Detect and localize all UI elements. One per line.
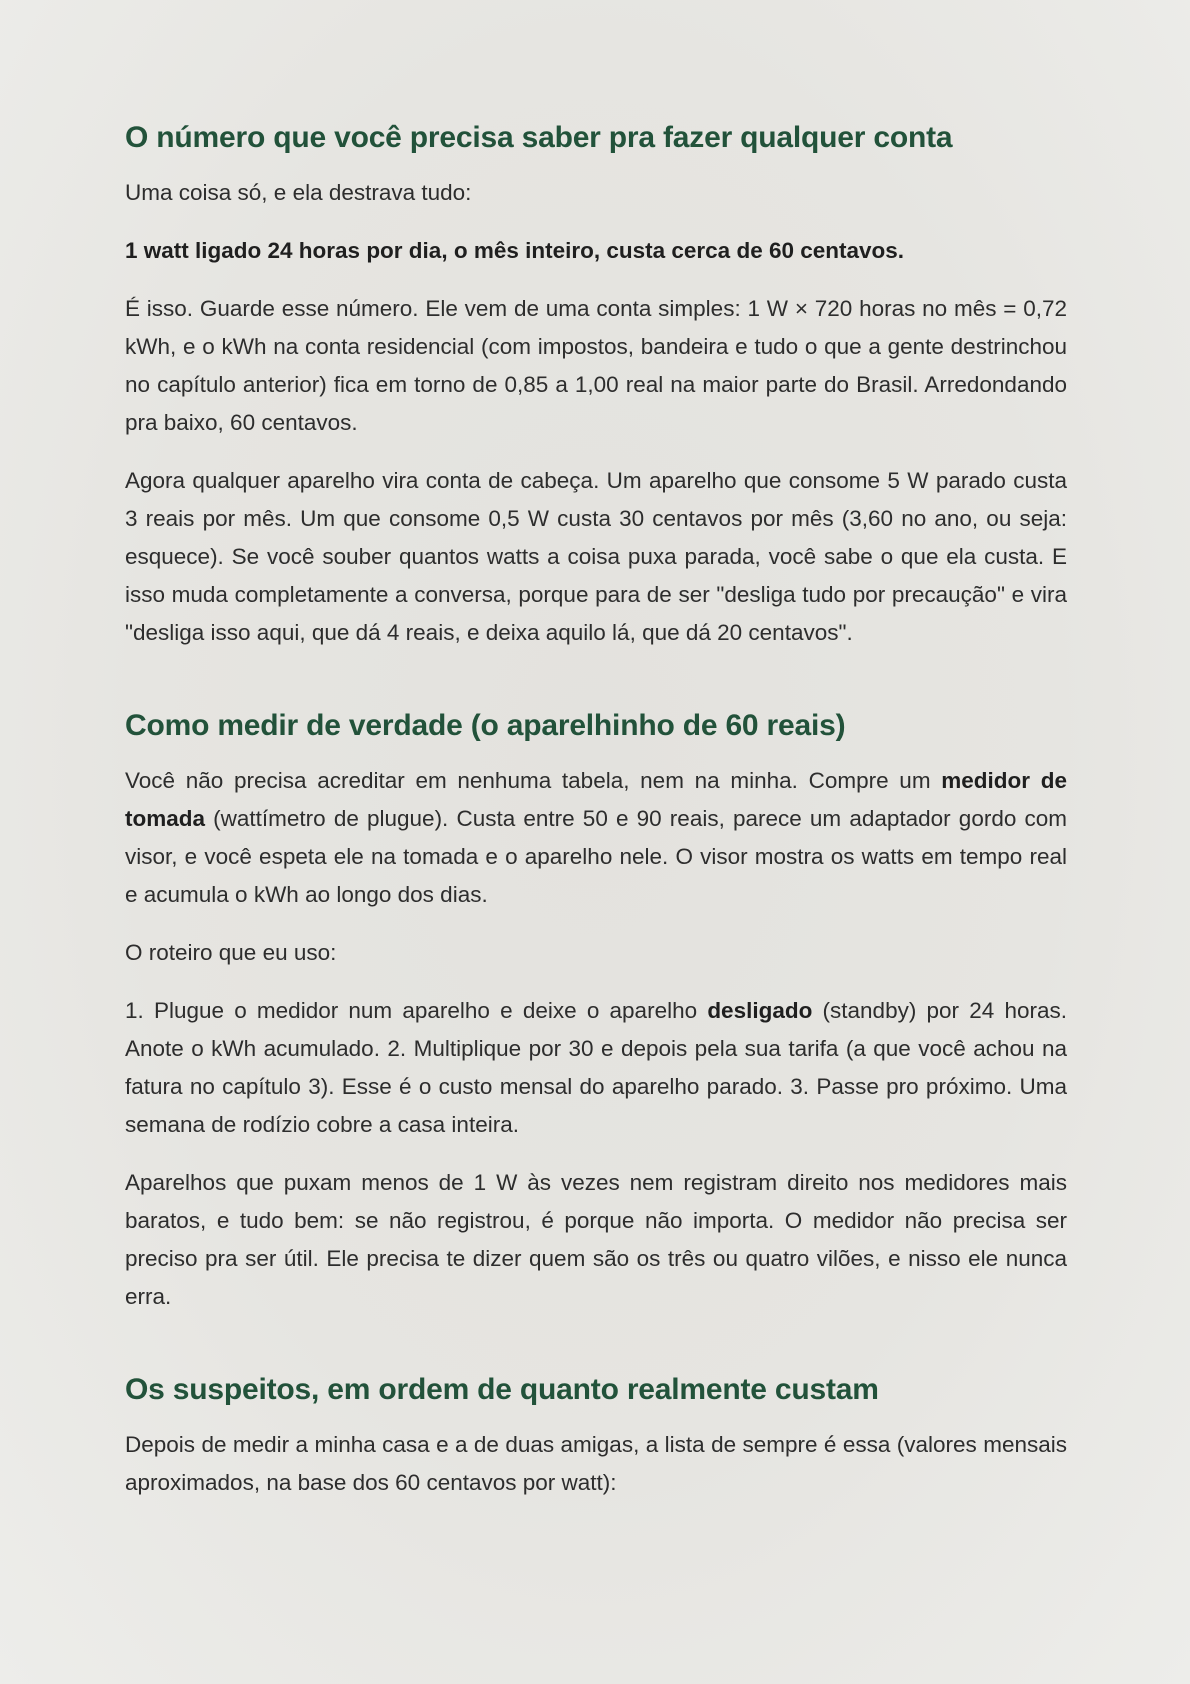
paragraph-examples: Agora qualquer aparelho vira conta de cabeça. Um aparelho que consome 5 W parado custa 3 reais por mês. Um que consome 0,5 W custa 30 centavos por mês (3,60 no ano, ou seja: esquece). Se você souber quantos watts a coisa puxa parada, você sabe o que ela custa. E isso muda completamente a conversa, porque para de ser "desliga tudo por precaução" e vira "desliga isso aqui, que dá 4 reais, e deixa aquilo lá, que dá 20 centavos". bbox=[125, 468, 1067, 645]
key-fact-bold: 1 watt ligado 24 horas por dia, o mês inteiro, custa cerca de 60 centavos. bbox=[125, 238, 905, 263]
steps-text-a: 1. Plugue o medidor num aparelho e deixe o aparelho bbox=[125, 998, 708, 1023]
paragraph-explanation: É isso. Guarde esse número. Ele vem de uma conta simples: 1 W × 720 horas no mês = 0,72 kWh, e o kWh na conta residencial (com impostos, bandeira e tudo o que a gente destrinchou no capítulo anterior) fica em torno de 0,85 a 1,00 real na maior parte do Brasil. Arredondando pra baixo, 60 centavos. bbox=[125, 296, 1067, 435]
meter-text-b: (wattímetro de plugue). Custa entre 50 e 90 reais, parece um adaptador gordo com visor, e você espeta ele na tomada e o aparelho nele. O visor mostra os watts em tempo real e acumula o kWh ao longo dos dias. bbox=[125, 806, 1067, 907]
paragraph-intro: Uma coisa só, e ela destrava tudo: bbox=[125, 180, 472, 205]
paragraph-suspects-intro: Depois de medir a minha casa e a de duas amigas, a lista de sempre é essa (valores mensais aproximados, na base dos 60 centavos por watt): bbox=[125, 1432, 1067, 1495]
section-heading-suspects: Os suspeitos, em ordem de quanto realmente custam bbox=[125, 1373, 879, 1406]
paragraph-routine-intro: O roteiro que eu uso: bbox=[125, 940, 337, 965]
steps-bold: desligado bbox=[707, 998, 813, 1023]
section-heading-measure: Como medir de verdade (o aparelhinho de 60 reais) bbox=[125, 709, 846, 742]
paragraph-routine-steps bbox=[125, 992, 1067, 1144]
paragraph-key-fact bbox=[125, 232, 1067, 270]
paragraph-meter bbox=[125, 762, 1067, 914]
meter-text-a: Você não precisa acreditar em nenhuma tabela, nem na minha. Compre um bbox=[125, 768, 942, 793]
meter-bold: medidor de tomada bbox=[125, 768, 1067, 831]
document-page bbox=[125, 118, 1067, 1502]
section-heading-number: O número que você precisa saber pra fazer qualquer conta bbox=[125, 121, 953, 154]
steps-text-b: (standby) por 24 horas. Anote o kWh acumulado. 2. Multiplique por 30 e depois pela sua tarifa (a que você achou na fatura no capítulo 3). Esse é o custo mensal do aparelho parado. 3. Passe pro próximo. Uma semana de rodízio cobre a casa inteira. bbox=[125, 998, 1067, 1137]
paragraph-low-power: Aparelhos que puxam menos de 1 W às vezes nem registram direito nos medidores mais baratos, e tudo bem: se não registrou, é porque não importa. O medidor não precisa ser preciso pra ser útil. Ele precisa te dizer quem são os três ou quatro vilões, e nisso ele nunca erra. bbox=[125, 1170, 1067, 1309]
